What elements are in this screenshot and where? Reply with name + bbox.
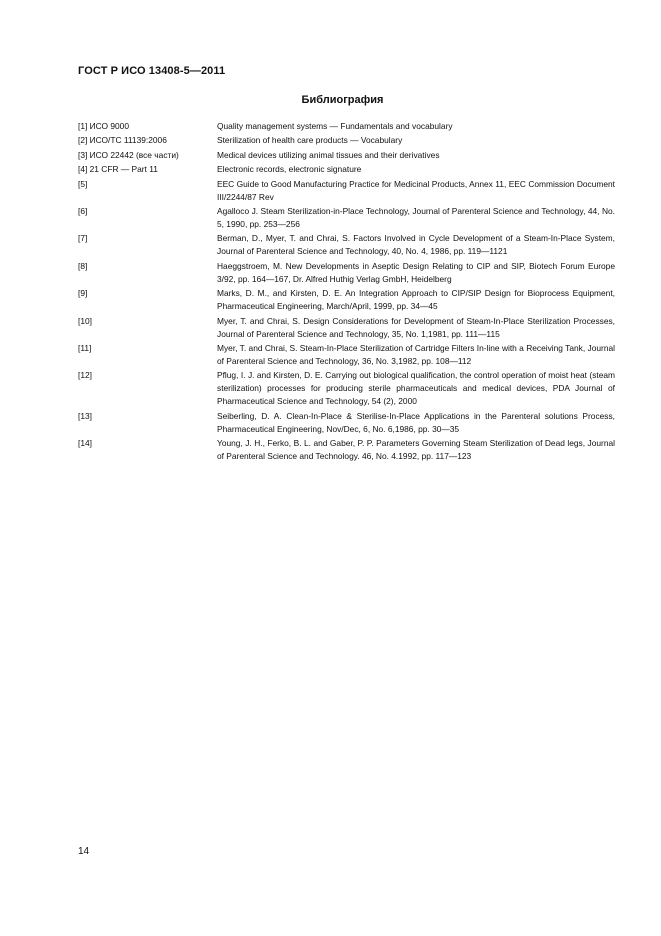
- entry-text: Pflug, I. J. and Kirsten, D. E. Carrying out biological qualification, the control operation of moist heat (steam sterilization) processes for producing sterile pharmaceuticals and medical devices, PDA Journal of Pharmaceutical Science and Technology, 54 (2), 2000: [217, 370, 615, 407]
- entry-label: [11]: [78, 342, 92, 353]
- entry-text: Haeggstroem, M. New Developments in Aseptic Design Relating to CIP and SIP, Biotech Forum Europe 3/92, pp. 164—167, Dr. Alfred Huthig Verlag GmbH, Heidelberg: [217, 260, 615, 284]
- bibliography-entry-7: [78, 232, 615, 258]
- entry-label: [7]: [78, 233, 88, 244]
- entry-label: [1] ИСО 9000: [78, 121, 129, 131]
- entry-text: EEC Guide to Good Manufacturing Practice for Medicinal Products, Annex 11, EEC Commission Document III/2244/87 Rev: [217, 178, 615, 202]
- entry-text: Young, J. H., Ferko, B. L. and Gaber, P. P. Parameters Governing Steam Sterilization of Dead legs, Journal of Parenteral Science and Technology. 46, No. 4.1992, pp. 117—123: [217, 438, 615, 462]
- page-number: 14: [78, 846, 90, 857]
- bibliography-entry-12: [78, 369, 615, 408]
- entry-text: Quality management systems — Fundamentals and vocabulary: [217, 121, 453, 131]
- entry-text: Agalloco J. Steam Sterilization-in-Place Technology, Journal of Parenteral Science and Technology, 44, No. 5, 1990, pp. 253—256: [217, 205, 615, 229]
- bibliography-entry-9: [78, 287, 615, 313]
- entry-label: [10]: [78, 315, 92, 326]
- bibliography-entry-8: [78, 260, 615, 286]
- entry-text: Medical devices utilizing animal tissues and their derivatives: [217, 149, 440, 160]
- bibliography-entry-3: [78, 149, 615, 162]
- entry-text: Sterilization of health care products — Vocabulary: [217, 135, 403, 146]
- entry-label: [3] ИСО 22442 (все части): [78, 149, 179, 160]
- entry-text: Berman, D., Myer, T. and Chrai, S. Factors Involved in Cycle Development of a Steam-In-Place System, Journal of Parenteral Science and Technology, 40, No. 4, 1986, pp. 119—1121: [217, 233, 615, 257]
- entry-label: [8]: [78, 260, 88, 271]
- bibliography-entry-10: [78, 315, 615, 341]
- bibliography-entry-1: [78, 120, 615, 133]
- bibliography-entry-13: [78, 410, 615, 436]
- entry-label: [13]: [78, 410, 92, 421]
- entry-text: Seiberling, D. A. Clean-In-Place & Sterilise-In-Place Applications in the Parenteral solutions Process, Pharmaceutical Engineering, Nov/Dec, 6, No. 6,1986, pp. 30—35: [217, 410, 615, 434]
- entry-label: [9]: [78, 288, 88, 299]
- bibliography-title: Библиография: [301, 94, 384, 106]
- bibliography-entry-4: [78, 163, 615, 176]
- entry-text: Marks, D. M., and Kirsten, D. E. An Integration Approach to CIP/SIP Design for Bioprocess Equipment, Pharmaceutical Engineering, March/April, 1999, pp. 34—45: [217, 288, 615, 312]
- entry-label: [14]: [78, 438, 92, 449]
- document-header: ГОСТ Р ИСО 13408-5—2011: [78, 65, 226, 77]
- bibliography-list: [78, 120, 615, 464]
- entry-text: Electronic records, electronic signature: [217, 164, 362, 175]
- bibliography-entry-6: [78, 205, 615, 231]
- entry-label: [4] 21 CFR — Part 11: [78, 164, 158, 175]
- entry-label: [6]: [78, 205, 88, 216]
- bibliography-entry-11: [78, 342, 615, 368]
- entry-label: [5]: [78, 178, 88, 189]
- bibliography-entry-14: [78, 437, 615, 463]
- entry-label: [12]: [78, 370, 92, 381]
- bibliography-entry-2: [78, 134, 615, 147]
- entry-label: [2] ИСО/ТС 11139:2006: [78, 135, 167, 146]
- entry-text: Myer, T. and Chrai, S. Steam-In-Place Sterilization of Cartridge Filters In-line with a Receiving Tank, Journal of Parenteral Science and Technology, 36, No. 3,1982, pp. 108—112: [217, 342, 615, 366]
- bibliography-entry-5: [78, 178, 615, 204]
- entry-text: Myer, T. and Chrai, S. Design Considerations for Development of Steam-In-Place Sterilization Processes, Journal of Parenteral Science and Technology, 35, No. 1,1981, pp. 111—115: [217, 315, 615, 339]
